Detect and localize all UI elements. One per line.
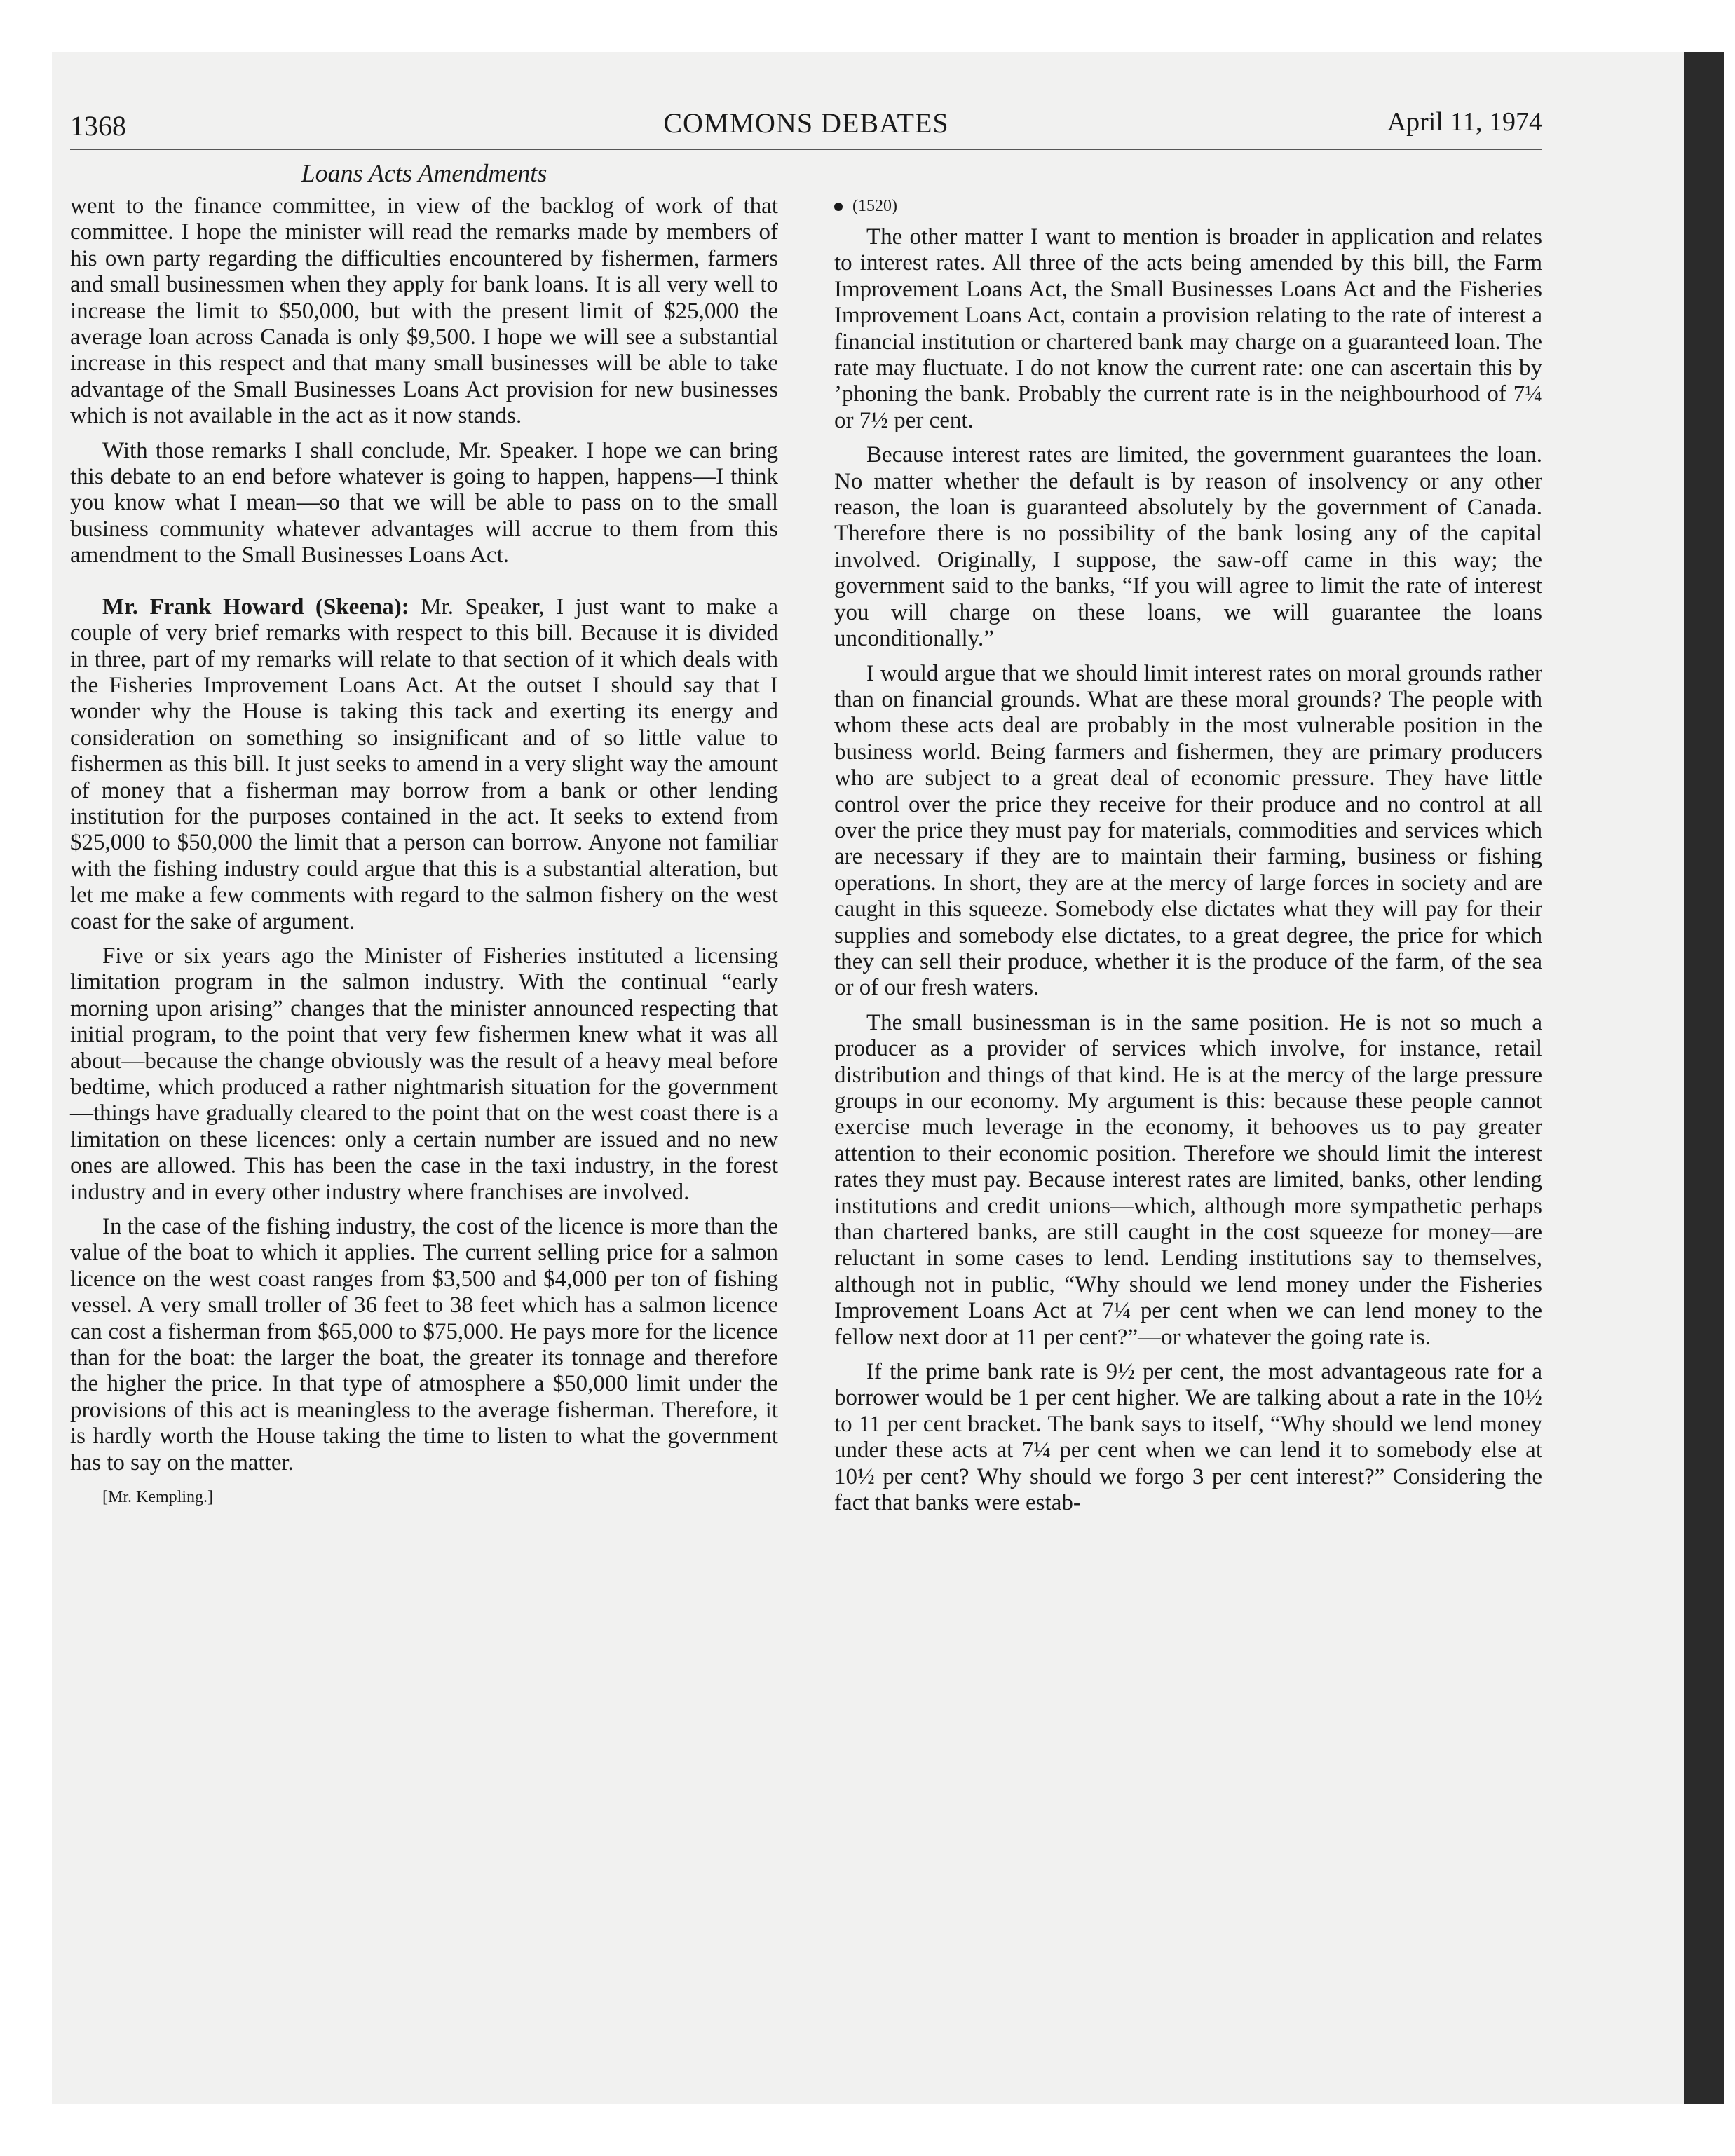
speech-text: Mr. Speaker, I just want to make a couple of very brief remarks with respect to this bill. Because it is divided in three, part of my remarks will relate to that section of it which deals with the Fisheries Improvement Loans Act. At the outset I should say that I wonder why the House is taking this tack and exerting its energy and consideration on something so insignificant and of so little value to fishermen as this bill. It just seeks to amend in a very slight way the amount of money that a fisherman may borrow from a bank or other lending institution for the purposes contained in the act. It seeks to extend from $25,000 to $50,000 the limit that a person can borrow. Anyone not familiar with the fishing industry could argue that this is a substantial alteration, but let me make a few comments with regard to the salmon fishery on the west coast for the sake of argument. [70,594,778,934]
scan-edge-bar [1684,52,1724,2104]
paragraph: I would argue that we should limit interest rates on moral grounds rather than on financial grounds. What are these moral grounds? The people with whom these acts deal are probably in the most vulnerable position in the business world. Being farmers and fishermen, they are primary producers who are subject to a great deal of economic pressure. They have little control over the price they receive for their produce and no control at all over the price they must pay for materials, commodities and services which are necessary if they are to maintain their farming, business or fishing operations. In short, they are at the mercy of large forces in society and are caught in this squeeze. Somebody else dictates what they will pay for their supplies and somebody else dictates, to a great degree, the price for which they can sell their produce, whether it is the produce of the farm, of the sea or of our fresh waters. [834,660,1542,1001]
speaker-paragraph [70,594,778,935]
page-header [70,105,1542,150]
time-stamp-text: (1520) [852,197,897,215]
speaker-name: Mr. Frank Howard (Skeena): [102,594,409,620]
page-number: 1368 [70,110,126,142]
time-stamp [834,193,1542,219]
publication-date: April 11, 1974 [1387,107,1542,137]
attribution: [Mr. Kempling.] [102,1488,213,1507]
running-head: Loans Acts Amendments [301,159,547,187]
paragraph: Because interest rates are limited, the government guarantees the loan. No matter whether the default is by reason of insolvency or any other reason, the loan is guaranteed absolutely by the government of Canada. Therefore there is no possibility of the bank losing any of the capital involved. Originally, I suppose, the saw-off came in this way; the government said to the banks, “If you will agree to limit the rate of interest you will charge on these loans, we will guarantee the loans unconditionally.” [834,442,1542,652]
publication-title: COMMONS DEBATES [663,107,949,139]
paragraph: went to the finance committee, in view of the backlog of work of that committee. I hope the minister will read the remarks made by members of his own party regarding the difficulties encountered by fishermen, farmers and small businessmen when they apply for bank loans. It is all very well to increase the limit to $50,000, but with the present limit of $25,000 the average loan across Canada is only $9,500. I hope we will see a substantial increase in this respect and that many small businesses will be able to take advantage of the Small Businesses Loans Act provision for new businesses which is not available in the act as it now stands. [70,193,778,429]
left-column [70,193,778,1520]
spacer [70,578,778,594]
paragraph: Five or six years ago the Minister of Fisheries instituted a licensing limitation program in the salmon industry. With the continual “early morning upon arising” changes that the minister announced respecting that initial program, to the point that very few fishermen knew what it was all about—because the change obviously was the result of a heavy meal before bedtime, which produced a rather nightmarish situation for the government—things have gradually cleared to the point that on the west coast there is a limitation on these licences: only a certain number are issued and no new ones are allowed. This has been the case in the taxi industry, in the forest industry and in every other industry where franchises are involved. [70,943,778,1205]
paragraph: With those remarks I shall conclude, Mr. Speaker. I hope we can bring this debate to an end before whatever is going to happen, happens—I think you know what I mean—so that we will be able to pass on to the small business community whatever advantages will accrue to them from this amendment to the Small Businesses Loans Act. [70,437,778,568]
paragraph: If the prime bank rate is 9½ per cent, the most advantageous rate for a borrower would be 1 per cent higher. We are talking about a rate in the 10½ to 11 per cent bracket. The bank says to itself, “Why should we lend money under these acts at 7¼ per cent when we can lend it to somebody else at 10½ per cent? Why should we forgo 3 per cent interest?” Considering the fact that banks were estab- [834,1359,1542,1516]
paragraph: The small businessman is in the same position. He is not so much a producer as a provider of services which involve, for instance, retail distribution and things of that kind. He is at the mercy of the large pressure groups in our economy. My argument is this: because these people cannot exercise much leverage in the economy, it behooves us to pay greater attention to their economic position. Therefore we should limit the interest rates they must pay. Because interest rates are limited, banks, other lending institutions and credit unions—which, although more sympathetic perhaps than chartered banks, are still caught in the cost squeeze for money—are reluctant in some cases to lend. Lending institutions say to themselves, although not in public, “Why should we lend money under the Fisheries Improvement Loans Act at 7¼ per cent when we can lend money to the fellow next door at 11 per cent?”—or whatever the going rate is. [834,1009,1542,1350]
bullet-icon [834,203,843,211]
right-column [834,193,1542,1525]
paragraph: The other matter I want to mention is broader in application and relates to interest rates. All three of the acts being amended by this bill, the Farm Improvement Loans Act, the Small Businesses Loans Act and the Fisheries Improvement Loans Act, contain a provision relating to the rate of interest a financial institution or chartered bank may charge on a guaranteed loan. The rate may fluctuate. I do not know the current rate: one can ascertain this by ’phoning the bank. Probably the current rate is in the neighbourhood of 7¼ or 7½ per cent. [834,224,1542,433]
paragraph: In the case of the fishing industry, the cost of the licence is more than the value of the boat to which it applies. The current selling price for a salmon licence on the west coast ranges from $3,500 and $4,000 per ton of fishing vessel. A very small troller of 36 feet to 38 feet which has a salmon licence can cost a fisherman from $65,000 to $75,000. He pays more for the licence than for the boat: the larger the boat, the greater its tonnage and therefore the higher the price. In that type of atmosphere a $50,000 limit under the provisions of this act is meaningless to the average fisherman. Therefore, it is hardly worth the House taking the time to listen to what the government has to say on the matter. [70,1214,778,1475]
